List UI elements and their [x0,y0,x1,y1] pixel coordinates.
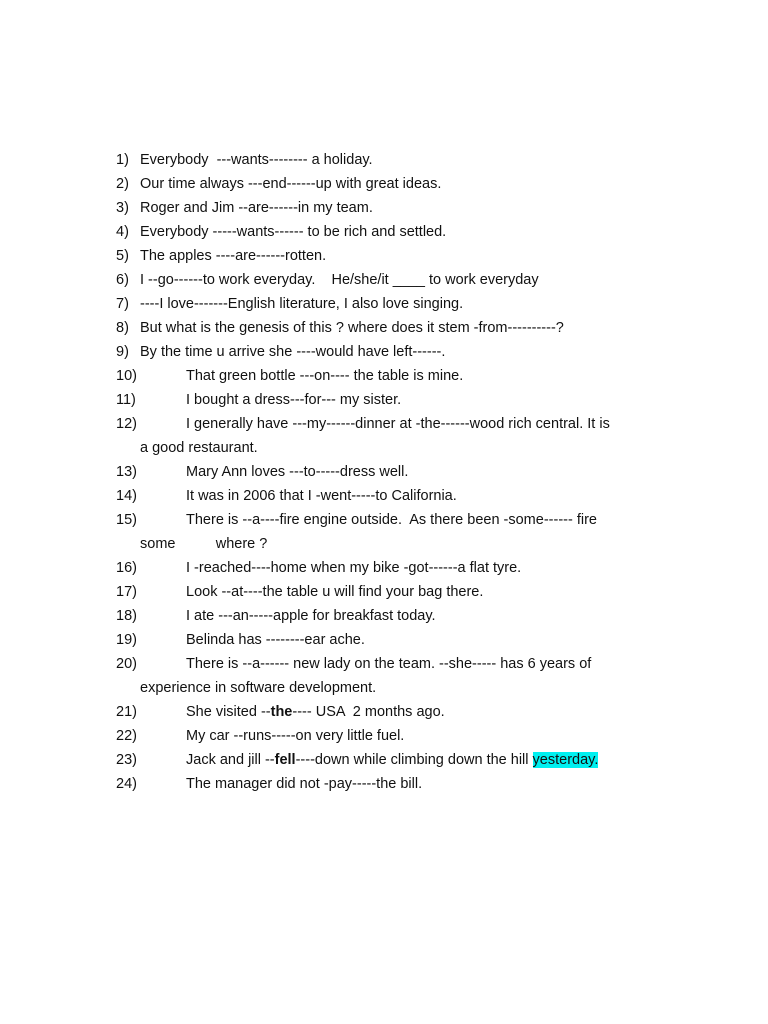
list-item [116,580,716,604]
list-item [116,292,716,316]
item-number: 15) [116,512,137,528]
item-text: By the time u arrive she ----would have left------. [140,344,446,360]
list-item [116,340,716,364]
list-item [116,628,716,652]
item-number: 5) [116,248,129,264]
item-number: 19) [116,632,137,648]
exercise-list [116,148,716,796]
list-item [116,268,716,292]
item-number: 13) [116,464,137,480]
item-text-post: ---- USA 2 months ago. [292,704,445,720]
item-text: Everybody -----wants------ to be rich and settled. [140,224,447,240]
list-item [116,772,716,796]
item-text: Mary Ann loves ---to-----dress well. [186,464,409,480]
item-text-pre: Jack and jill -- [186,752,275,768]
item-number: 22) [116,728,137,744]
list-item [116,220,716,244]
item-number: 3) [116,200,129,216]
list-item [116,652,716,676]
list-item [116,172,716,196]
list-item [116,748,716,772]
list-item [116,460,716,484]
item-text: The manager did not -pay-----the bill. [186,776,423,792]
item-number: 10) [116,368,137,384]
item-text: I bought a dress---for--- my sister. [186,392,402,408]
item-text: Roger and Jim --are------in my team. [140,200,373,216]
item-number: 17) [116,584,137,600]
list-item [116,556,716,580]
item-continuation: experience in software development. [140,680,377,696]
item-number: 2) [116,176,129,192]
item-text: The apples ----are------rotten. [140,248,327,264]
item-number: 21) [116,704,137,720]
item-text-post: ----down while climbing down the hill [295,752,533,768]
item-number: 12) [116,416,137,432]
item-text: Everybody ---wants-------- a holiday. [140,152,373,168]
item-number: 14) [116,488,137,504]
item-text: I -reached----home when my bike -got------a flat tyre. [186,560,522,576]
item-text: But what is the genesis of this ? where does it stem -from----------? [140,320,564,336]
list-item [116,364,716,388]
item-text: ----I love-------English literature, I also love singing. [140,296,464,312]
item-text: My car --runs-----on very little fuel. [186,728,405,744]
item-text: Look --at----the table u will find your bag there. [186,584,484,600]
item-text: There is --a----fire engine outside. As there been -some------ fire [186,512,597,528]
list-item [116,604,716,628]
item-text-pre: She visited -- [186,704,271,720]
item-text-bold: the [270,704,293,720]
item-text: It was in 2006 that I -went-----to California. [186,488,457,504]
item-text: There is --a------ new lady on the team. --she----- has 6 years of [186,656,592,672]
item-number: 1) [116,152,129,168]
item-text: That green bottle ---on---- the table is mine. [186,368,464,384]
list-item [116,508,716,532]
item-continuation: some where ? [140,536,268,552]
item-number: 7) [116,296,129,312]
list-item [116,484,716,508]
item-number: 6) [116,272,129,288]
item-number: 8) [116,320,129,336]
list-item [116,244,716,268]
item-text [186,700,445,724]
list-item [116,388,716,412]
item-number: 9) [116,344,129,360]
item-text: I generally have ---my------dinner at -the------wood rich central. It is [186,416,610,432]
item-text-bold: fell [274,752,296,768]
item-number: 4) [116,224,129,240]
item-text: I ate ---an-----apple for breakfast today. [186,608,436,624]
item-number: 20) [116,656,137,672]
item-continuation: a good restaurant. [140,440,258,456]
item-number: 11) [116,392,136,408]
item-number: 24) [116,776,137,792]
item-text [186,748,598,772]
list-item [116,700,716,724]
item-text: Belinda has --------ear ache. [186,632,365,648]
item-text: Our time always ---end------up with great ideas. [140,176,442,192]
list-item [116,412,716,436]
item-number: 16) [116,560,137,576]
list-item [116,724,716,748]
list-item [116,196,716,220]
highlighted-text: yesterday. [532,752,599,768]
item-number: 18) [116,608,137,624]
item-number: 23) [116,752,137,768]
item-text: I --go------to work everyday. He/she/it ____ to work everyday [140,272,539,288]
list-item [116,316,716,340]
list-item [116,148,716,172]
